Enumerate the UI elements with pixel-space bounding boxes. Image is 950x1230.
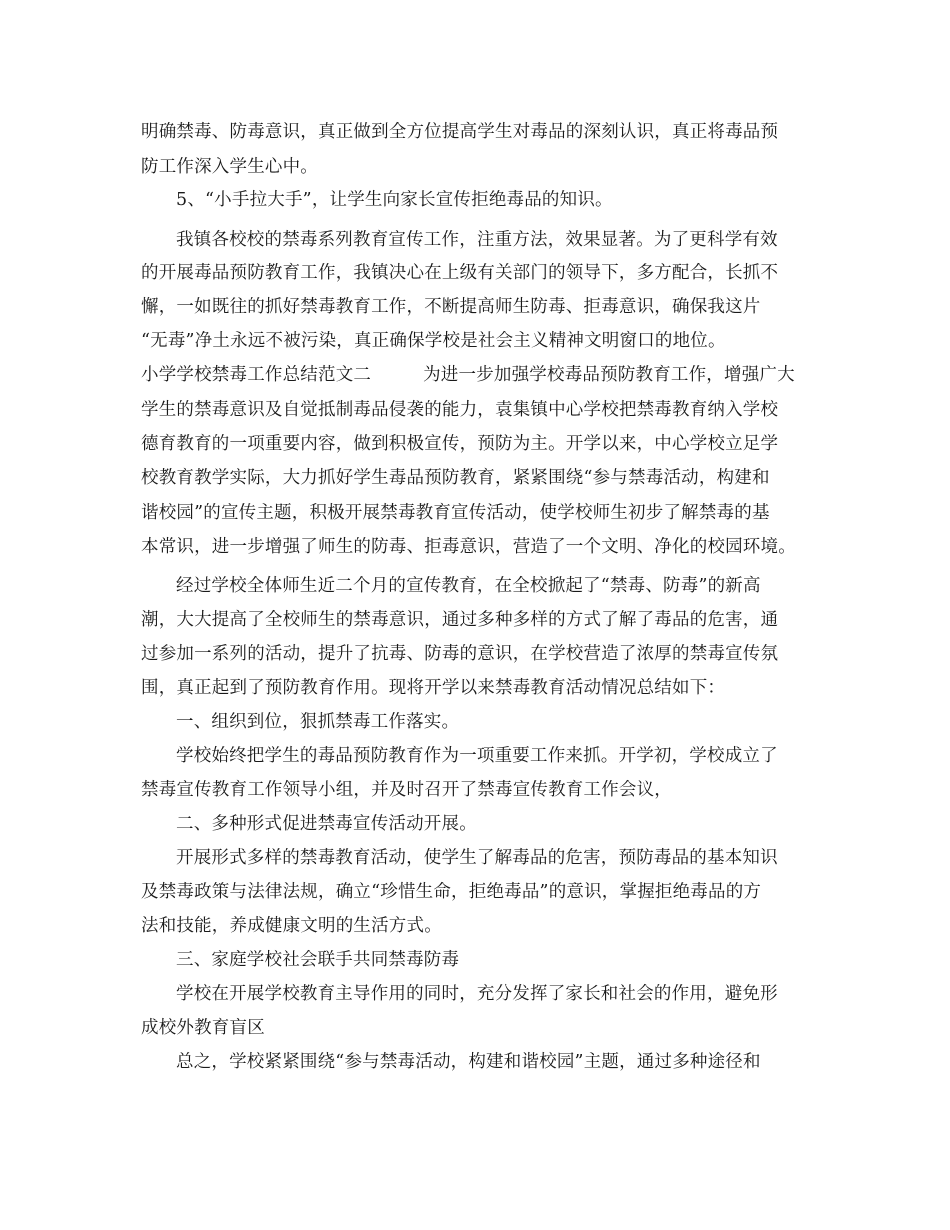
section-heading: 二、多种形式促进禁毒宣传活动开展。 — [176, 814, 477, 834]
text-line: 校教育教学实际，大力抓好学生毒品预防教育，紧紧围绕“参与禁毒活动，构建和 — [141, 468, 770, 488]
text-line: 禁毒宣传教育工作领导小组，并及时召开了禁毒宣传教育工作会议， — [141, 780, 672, 800]
text-line: 明确禁毒、防毒意识，真正做到全方位提高学生对毒品的深刻认识，真正将毒品预 — [141, 122, 779, 142]
text-line: 本常识，进一步增强了师生的防毒、拒毒意识，营造了一个文明、净化的校园环境。 — [141, 537, 796, 557]
text-line: 过参加一系列的活动，提升了抗毒、防毒的意识，在学校营造了浓厚的禁毒宣传氛 — [141, 644, 779, 664]
text-line: 经过学校全体师生近二个月的宣传教育，在全校掀起了“禁毒、防毒”的新高 — [176, 576, 761, 596]
section-heading: 一、组织到位，狠抓禁毒工作落实。 — [176, 712, 460, 732]
text-line: 的开展毒品预防教育工作，我镇决心在上级有关部门的领导下，多方配合，长抓不 — [141, 263, 779, 283]
text-line: 潮，大大提高了全校师生的禁毒意识，通过多种多样的方式了解了毒品的危害，通 — [141, 610, 779, 630]
text-line: 及禁毒政策与法律法规，确立“珍惜生命，拒绝毒品”的意识，掌握拒绝毒品的方 — [141, 882, 762, 902]
text-line: 成校外教育盲区 — [141, 1018, 265, 1038]
text-line: “无毒”净土永远不被污染，真正确保学校是社会主义精神文明窗口的地位。 — [141, 331, 726, 351]
text-line: 德育教育的一项重要内容，做到积极宣传，预防为主。开学以来，中心学校立足学 — [141, 434, 779, 454]
text-line: 法和技能，养成健康文明的生活方式。 — [141, 916, 442, 936]
text-line: 学生的禁毒意识及自觉抵制毒品侵袭的能力，袁集镇中心学校把禁毒教育纳入学校 — [141, 400, 779, 420]
text-line: 谐校园”的宣传主题，积极开展禁毒教育宣传活动，使学校师生初步了解禁毒的基 — [141, 503, 770, 523]
text-line: 懈，一如既往的抓好禁毒教育工作，不断提高师生防毒、拒毒意识，确保我这片 — [141, 297, 761, 317]
text-line: 为进一步加强学校毒品预防教育工作，增强广大 — [423, 365, 795, 385]
section-title: 小学学校禁毒工作总结范文二 — [141, 365, 372, 385]
text-line: 学校始终把学生的毒品预防教育作为一项重要工作来抓。开学初，学校成立了 — [176, 746, 778, 766]
text-line: 防工作深入学生心中。 — [141, 157, 318, 177]
list-item: 5、“小手拉大手”，让学生向家长宣传拒绝毒品的知识。 — [176, 190, 613, 210]
text-line: 我镇各校校的禁毒系列教育宣传工作，注重方法，效果显著。为了更科学有效 — [176, 230, 778, 250]
text-line: 学校在开展学校教育主导作用的同时，充分发挥了家长和社会的作用，避免形 — [176, 984, 778, 1004]
section-line — [141, 364, 821, 386]
text-line: 围，真正起到了预防教育作用。现将开学以来禁毒教育活动情况总结如下： — [141, 678, 726, 698]
text-line: 开展形式多样的禁毒教育活动，使学生了解毒品的危害，预防毒品的基本知识 — [176, 848, 778, 868]
text-line: 总之，学校紧紧围绕“参与禁毒活动，构建和谐校园”主题，通过多种途径和 — [176, 1052, 761, 1072]
section-heading: 三、家庭学校社会联手共同禁毒防毒 — [176, 950, 460, 970]
